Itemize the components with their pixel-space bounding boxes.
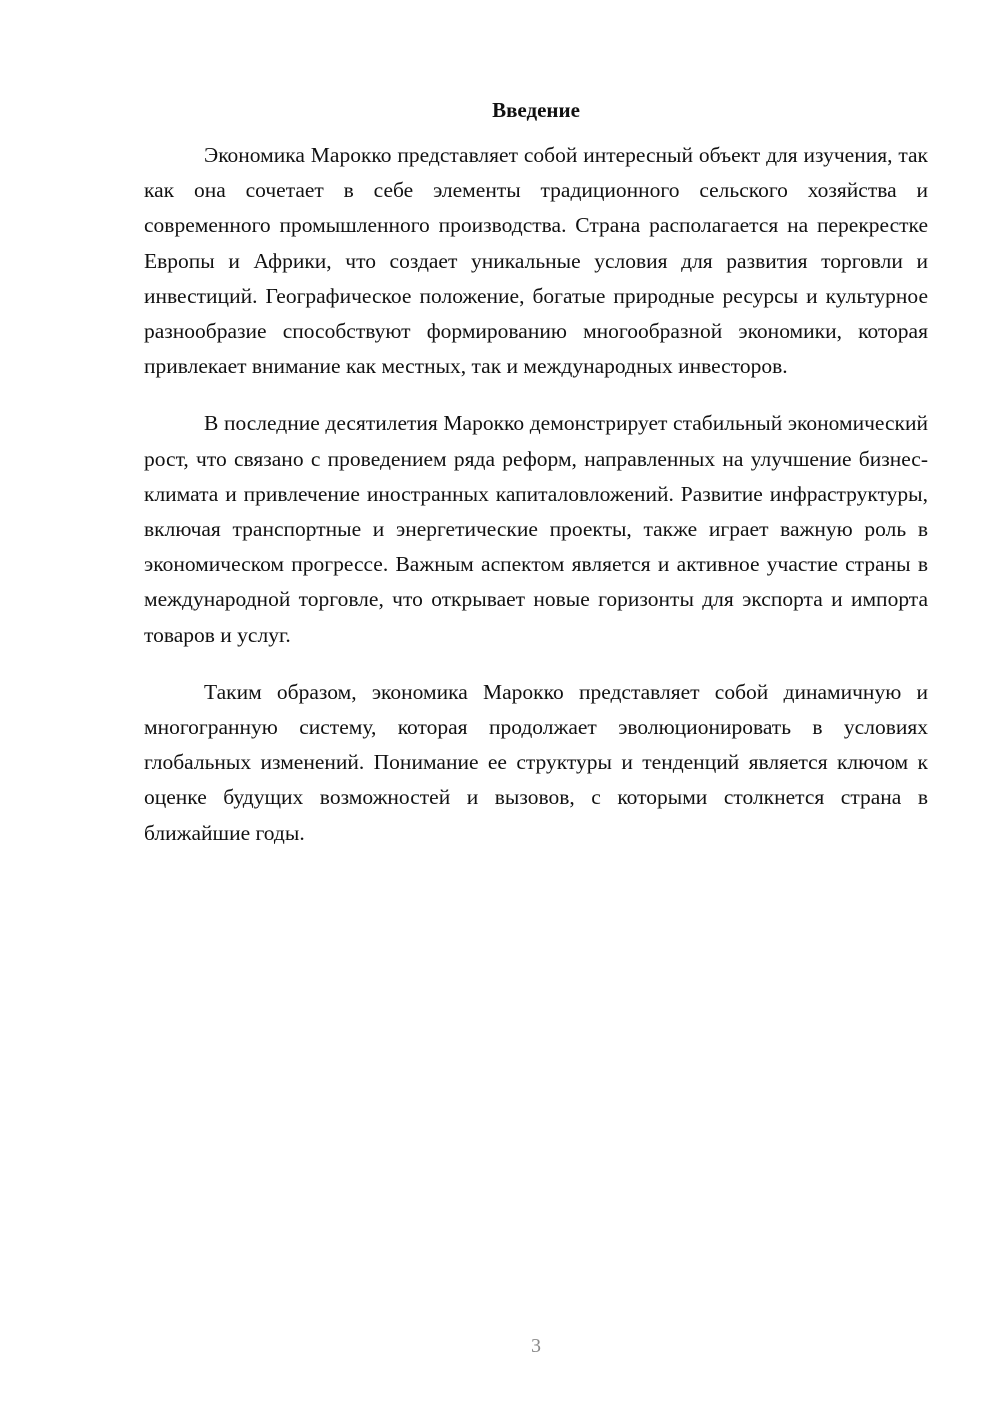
paragraph-1: Экономика Марокко представляет собой интересный объект для изучения, так как она сочетает в себе элементы традиционного сельского хозяйства и современного промышленного производства. Страна располагается на перекрестке Европы и Африки, что создает уникальные условия для развития торговли и инвестиций. Географическое положение, богатые природные ресурсы и культурное разнообразие способствуют формированию многообразной экономики, которая привлекает внимание как местных, так и международных инвесторов. <box>144 143 928 379</box>
paragraph-2: В последние десятилетия Марокко демонстрирует стабильный экономический рост, что связано с проведением ряда реформ, направленных на улучшение бизнес-климата и привлечение иностранных капиталовложений. Развитие инфраструктуры, включая транспортные и энергетические проекты, также играет важную роль в экономическом прогрессе. Важным аспектом является и активное участие страны в международной торговле, что открывает новые горизонты для экспорта и импорта товаров и услуг. <box>144 411 928 647</box>
section-heading: Введение <box>492 98 580 122</box>
page-number: 3 <box>531 1335 541 1357</box>
text-body <box>144 92 928 873</box>
paragraph-3: Таким образом, экономика Марокко представляет собой динамичную и многогранную систему, которая продолжает эволюционировать в условиях глобальных изменений. Понимание ее структуры и тенденций является ключом к оценке будущих возможностей и вызовов, с которыми столкнется страна в ближайшие годы. <box>144 679 928 845</box>
